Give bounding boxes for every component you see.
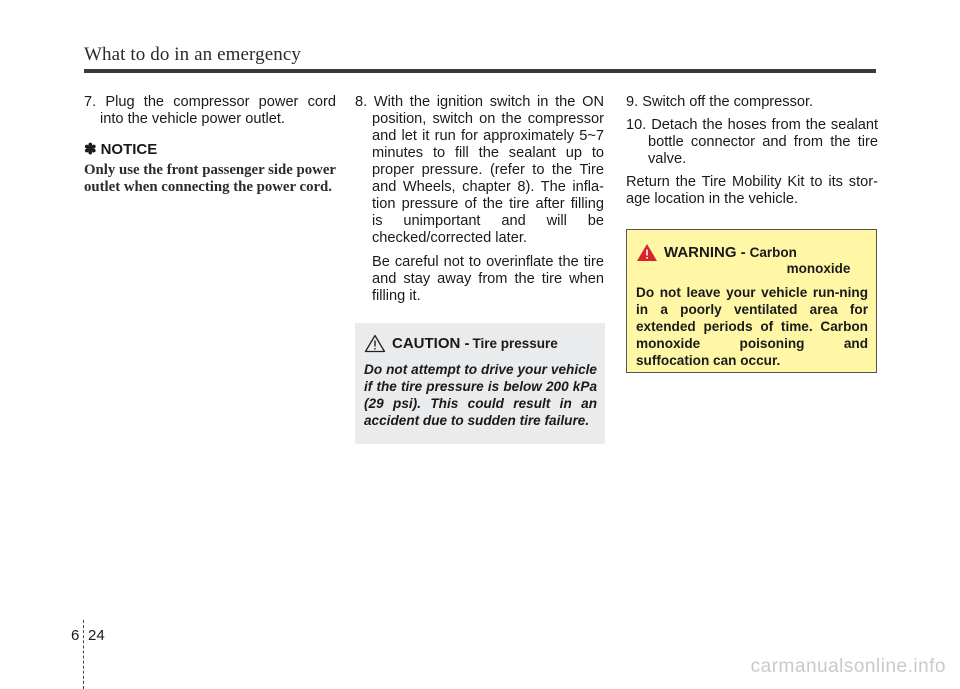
watermark: carmanualsonline.info [750,656,946,677]
column-2 [355,94,604,305]
step-9: 9. Switch off the compressor. [626,94,814,110]
section-title: What to do in an emergency [84,44,301,65]
warning-heading [636,239,868,277]
step-7: 7. Plug the compressor power cord into the vehicle power outlet. [84,94,336,127]
chapter-number: 6 [71,627,80,644]
warning-triangle-icon [636,243,658,262]
caution-subject: Tire pressure [472,336,558,351]
notice-title: NOTICE [100,141,158,158]
caution-label: CAUTION - [392,335,470,352]
caution-triangle-icon [364,334,386,353]
warning-subject [750,245,851,277]
warning-subject-line2: monoxide [786,261,851,276]
notice-heading [84,141,336,158]
warning-label: WARNING - [664,244,746,261]
step-8: 8. With the ignition switch in the ON position, switch on the compressor and let it run for approximately 5~7 minutes to fill the sealant up to proper pressure. (refer to the Tire and Wheels, chapter 8). The infla-tion pressure of the tire after filling is unimportant and will be checked/corrected later. [355,94,604,246]
page-number: 24 [88,627,105,644]
footer-divider [83,620,84,689]
header-rule [84,69,876,73]
step-10: 10. Detach the hoses from the sealant bottle connector and from the tire valve. [626,117,878,167]
notice-star-icon: ✽ [84,141,97,158]
notice-body: Only use the front passenger side power outlet when connecting the power cord. [84,162,336,195]
caution-heading [364,334,597,353]
warning-box [626,229,877,373]
caution-text: Do not attempt to drive your vehicle if the tire pressure is below 200 kPa (29 psi). This could result in an accident due to sudden tire failure. [364,362,597,428]
step-8-note: Be careful not to overinflate the tire and stay away from the tire when filling it. [372,254,604,304]
caution-box [355,323,605,444]
return-instruction: Return the Tire Mobility Kit to its stor-age location in the vehicle. [626,174,878,207]
warning-text: Do not leave your vehicle run-ning in a poorly ventilated area for extended periods of time. Carbon monoxide poisoning and suffocation can occur. [636,285,868,368]
column-1 [84,94,336,196]
warning-subject-line1: Carbon [749,245,797,260]
column-3 [626,94,878,208]
